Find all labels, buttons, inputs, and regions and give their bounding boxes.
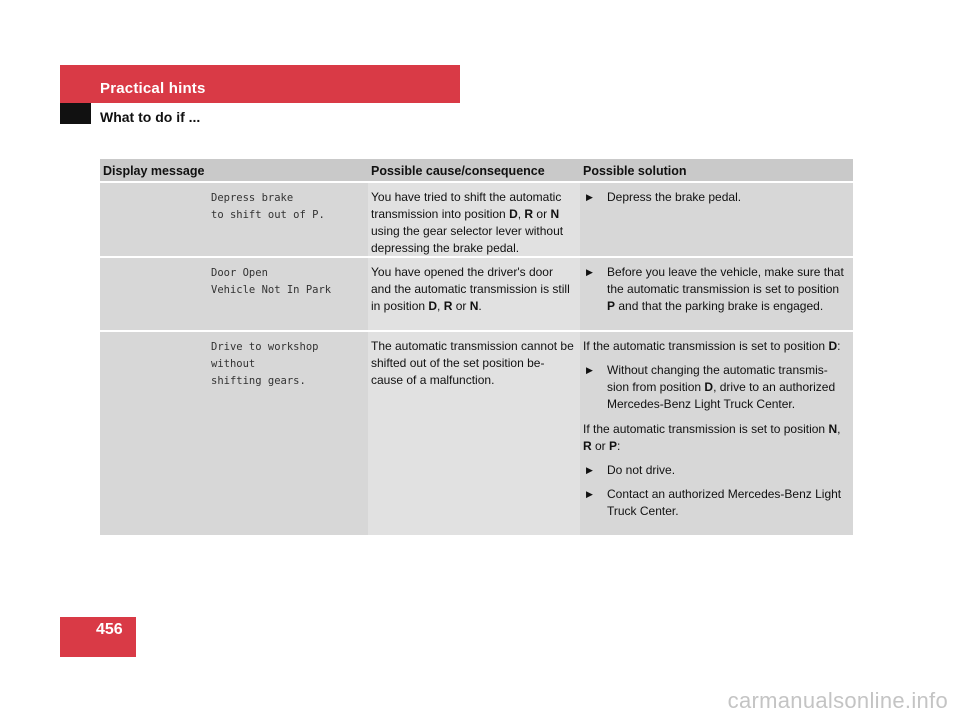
solution-step bbox=[583, 362, 849, 413]
column-header-cause: Possible cause/consequence bbox=[371, 164, 545, 178]
column-header-solution: Possible solution bbox=[583, 164, 687, 178]
display-message bbox=[100, 332, 368, 535]
possible-solution bbox=[580, 332, 853, 535]
display-message-line: without bbox=[211, 358, 256, 370]
table-row bbox=[100, 183, 853, 258]
possible-solution bbox=[580, 258, 853, 330]
solution-step bbox=[583, 486, 849, 520]
triangle-arrow-icon: ▶ bbox=[586, 365, 593, 375]
table-row bbox=[100, 258, 853, 332]
table-header-row bbox=[100, 159, 853, 183]
solution-step bbox=[583, 264, 849, 315]
subsection-title: What to do if ... bbox=[100, 109, 201, 125]
triangle-arrow-icon: ▶ bbox=[586, 267, 593, 277]
watermark: carmanualsonline.info bbox=[727, 688, 948, 713]
possible-cause: The automatic transmission cannot be shifted out of the set position be-cause of a malfunction. bbox=[368, 332, 580, 535]
triangle-arrow-icon: ▶ bbox=[586, 465, 593, 475]
table-row bbox=[100, 332, 853, 535]
solution-step-text: Before you leave the vehicle, make sure that the automatic transmission is set to position P and that the parking brake is engaged. bbox=[607, 265, 844, 313]
solution-step bbox=[583, 189, 849, 206]
possible-solution bbox=[580, 183, 853, 256]
display-message-line: Drive to workshop bbox=[211, 341, 319, 353]
solution-condition: If the automatic transmission is set to position D: bbox=[583, 339, 841, 353]
display-message bbox=[100, 183, 368, 256]
solution-step-text: Do not drive. bbox=[607, 463, 676, 477]
display-message-line: Door Open bbox=[211, 267, 268, 279]
solution-condition: If the automatic transmission is set to position N, R or P: bbox=[583, 422, 841, 453]
solution-step-text: Contact an authorized Mercedes-Benz Light Truck Center. bbox=[607, 487, 842, 518]
solution-step-text: Without changing the automatic transmis-sion from position D, drive to an authorized Mercedes-Benz Light Truck Center. bbox=[607, 363, 836, 411]
possible-cause: You have opened the driver's door and the automatic transmission is still in position D, R or N. bbox=[368, 258, 580, 330]
solution-step-text: Depress the brake pedal. bbox=[607, 190, 742, 204]
triangle-arrow-icon: ▶ bbox=[586, 192, 593, 202]
possible-cause: You have tried to shift the automatic transmission into position D, R or N using the gear selector lever without depressing the brake pedal. bbox=[368, 183, 580, 256]
message-table bbox=[100, 159, 853, 535]
display-message-line: to shift out of P. bbox=[211, 209, 325, 221]
column-header-display-message: Display message bbox=[103, 164, 205, 178]
header-marker bbox=[60, 103, 91, 124]
display-message-line: Vehicle Not In Park bbox=[211, 284, 332, 296]
solution-step bbox=[583, 462, 849, 479]
triangle-arrow-icon: ▶ bbox=[586, 489, 593, 499]
display-message-line: shifting gears. bbox=[211, 375, 306, 387]
section-title: Practical hints bbox=[100, 80, 206, 97]
display-message bbox=[100, 258, 368, 330]
page-number: 456 bbox=[96, 621, 123, 638]
display-message-line: Depress brake bbox=[211, 192, 294, 204]
